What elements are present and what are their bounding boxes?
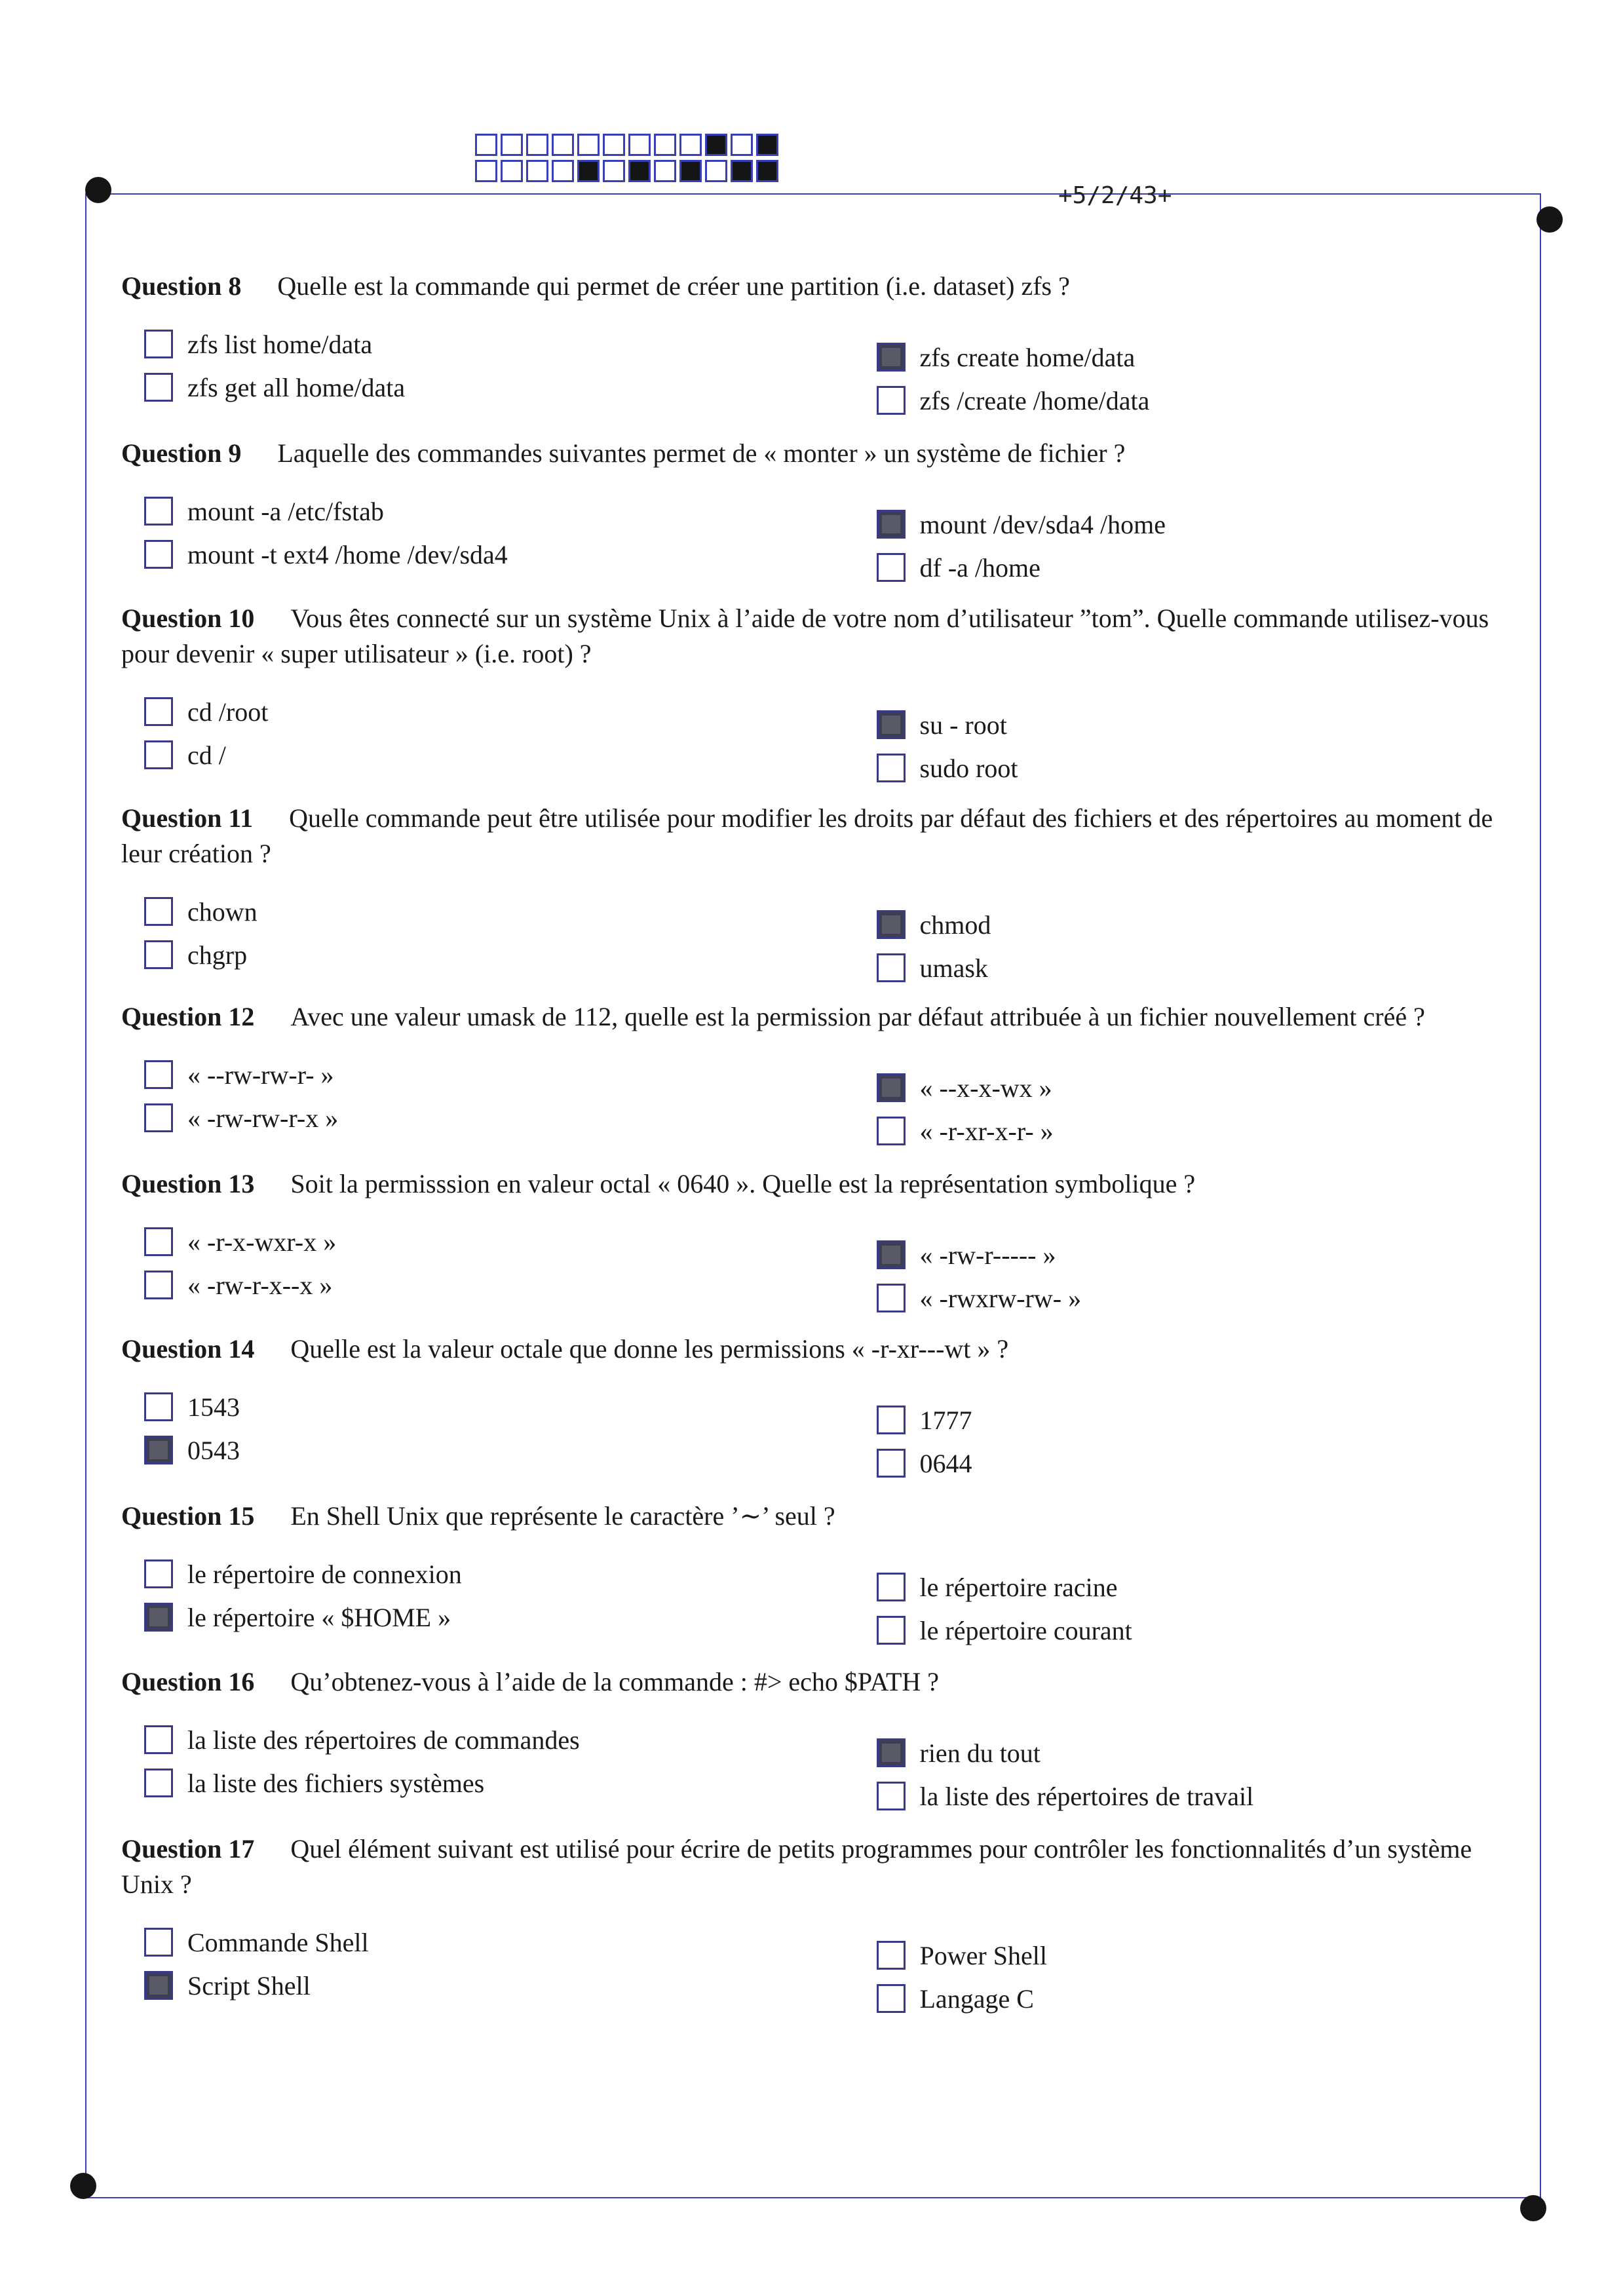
code-box [756, 134, 778, 156]
answer-label: mount /dev/sda4 /home [919, 509, 1166, 539]
answer-label: chmod [919, 909, 991, 940]
answer-label: « --x-x-wx » [919, 1073, 1052, 1103]
answer-checkbox[interactable] [877, 1073, 906, 1102]
answer-column-left [121, 1718, 792, 1818]
question-block [121, 1831, 1523, 2020]
answer-column-right [792, 690, 1524, 790]
answer-column-left [121, 1220, 792, 1320]
answer-label: rien du tout [919, 1738, 1041, 1768]
code-box [603, 134, 625, 156]
answer-option[interactable] [144, 1385, 792, 1428]
question-block [121, 436, 1523, 589]
answer-label: umask [919, 953, 988, 983]
question-block [121, 601, 1523, 790]
code-box [705, 134, 727, 156]
answer-label: cd / [187, 740, 226, 770]
answer-option[interactable] [877, 1731, 1524, 1774]
question-number: Question 9 [121, 438, 242, 468]
answer-checkbox[interactable] [144, 897, 173, 926]
code-box [654, 134, 676, 156]
answer-label: la liste des répertoires de travail [919, 1781, 1254, 1811]
answer-option[interactable] [877, 1609, 1524, 1652]
answer-column-right [792, 1552, 1524, 1652]
question-block [121, 269, 1523, 422]
answer-column-right [792, 1718, 1524, 1818]
answer-option[interactable] [144, 1096, 792, 1139]
answer-label: 1543 [187, 1392, 240, 1422]
question-number: Question 16 [121, 1667, 255, 1696]
answer-option[interactable] [144, 322, 792, 366]
answer-option[interactable] [877, 503, 1524, 546]
answer-option[interactable] [144, 1552, 792, 1596]
answer-option[interactable] [877, 703, 1524, 746]
answer-checkbox[interactable] [877, 754, 906, 782]
answer-checkbox[interactable] [144, 540, 173, 569]
answer-label: Commande Shell [187, 1927, 369, 1957]
code-box [679, 160, 702, 182]
answer-option[interactable] [877, 1398, 1524, 1442]
answer-label: le répertoire « $HOME » [187, 1602, 451, 1632]
answer-label: la liste des répertoires de commandes [187, 1725, 580, 1755]
answer-checkbox[interactable] [877, 1117, 906, 1145]
answer-label: Power Shell [919, 1940, 1047, 1970]
code-box [577, 134, 600, 156]
answer-label: le répertoire de connexion [187, 1559, 462, 1589]
answer-option[interactable] [144, 1428, 792, 1472]
corner-marker-top-right [1537, 206, 1563, 233]
answer-option[interactable] [144, 1263, 792, 1307]
code-box [526, 134, 548, 156]
question-prompt: Laquelle des commandes suivantes permet de « monter » un système de fichier ? [277, 438, 1126, 468]
answer-checkbox[interactable] [877, 1941, 906, 1970]
answer-option[interactable] [144, 533, 792, 576]
answer-checkbox[interactable] [144, 1392, 173, 1421]
answer-label: df -a /home [919, 552, 1041, 583]
answer-option[interactable] [144, 1921, 792, 1964]
question-prompt: En Shell Unix que représente le caractère ’∼’ seul ? [290, 1501, 835, 1531]
answer-option[interactable] [877, 335, 1524, 379]
question-prompt: Quelle est la commande qui permet de créer une partition (i.e. dataset) zfs ? [277, 271, 1070, 301]
answer-column-left [121, 1385, 792, 1485]
answer-option[interactable] [877, 379, 1524, 422]
answer-checkbox[interactable] [877, 1449, 906, 1478]
answer-option[interactable] [877, 946, 1524, 989]
answer-checkbox[interactable] [877, 1782, 906, 1810]
question-text [121, 1831, 1523, 1902]
question-text [121, 436, 1523, 471]
answer-checkbox[interactable] [144, 940, 173, 969]
question-text [121, 601, 1523, 672]
answer-checkbox[interactable] [144, 1928, 173, 1957]
answer-label: zfs create home/data [919, 342, 1136, 372]
answer-label: « -rw-r-x--x » [187, 1270, 333, 1300]
answer-checkbox[interactable] [877, 710, 906, 739]
code-box [552, 134, 574, 156]
question-text [121, 1166, 1523, 1202]
answer-label: chgrp [187, 940, 248, 970]
question-number: Question 14 [121, 1334, 255, 1364]
answer-checkbox[interactable] [877, 910, 906, 939]
answer-label: 1777 [919, 1405, 972, 1435]
answer-option[interactable] [877, 1066, 1524, 1109]
code-box [603, 160, 625, 182]
answer-option[interactable] [144, 489, 792, 533]
answer-checkbox[interactable] [144, 1060, 173, 1089]
question-block [121, 1331, 1523, 1485]
answer-option[interactable] [877, 903, 1524, 946]
answer-option[interactable] [144, 1053, 792, 1096]
answer-label: Langage C [919, 1983, 1034, 2014]
answer-checkbox[interactable] [877, 953, 906, 982]
answer-checkbox[interactable] [877, 386, 906, 415]
answer-option[interactable] [144, 933, 792, 976]
answer-option[interactable] [144, 733, 792, 776]
answer-checkbox[interactable] [144, 497, 173, 526]
answer-checkbox[interactable] [144, 740, 173, 769]
question-number: Question 11 [121, 803, 254, 833]
answer-checkbox[interactable] [144, 1971, 173, 2000]
question-prompt: Qu’obtenez-vous à l’aide de la commande : #> echo $PATH ? [290, 1667, 940, 1696]
question-block [121, 1499, 1523, 1652]
code-box [501, 134, 523, 156]
answer-checkbox[interactable] [877, 1984, 906, 2013]
answer-checkbox[interactable] [144, 1271, 173, 1299]
answer-column-right [792, 322, 1524, 422]
question-text [121, 1499, 1523, 1534]
answer-option[interactable] [877, 1276, 1524, 1320]
answer-label: zfs get all home/data [187, 372, 406, 402]
code-row [475, 160, 782, 182]
answer-checkbox[interactable] [144, 330, 173, 358]
answer-label: « -r-x-wxr-x » [187, 1227, 337, 1257]
question-block [121, 1664, 1523, 1818]
answer-column-right [792, 489, 1524, 589]
code-box [501, 160, 523, 182]
code-box [705, 160, 727, 182]
question-text [121, 999, 1523, 1035]
answer-label: mount -a /etc/fstab [187, 496, 384, 526]
question-prompt: Quel élément suivant est utilisé pour écrire de petits programmes pour contrôler les fonctionnalités d’un système Unix ? [121, 1834, 1472, 1899]
answer-checkbox[interactable] [877, 1406, 906, 1434]
answer-option[interactable] [877, 1565, 1524, 1609]
answer-option[interactable] [144, 1964, 792, 2007]
answer-label: 0644 [919, 1448, 972, 1478]
answer-option[interactable] [144, 1596, 792, 1639]
code-box [731, 134, 753, 156]
answer-label: le répertoire racine [919, 1572, 1118, 1602]
answer-label: chown [187, 896, 258, 927]
answer-column-right [792, 1921, 1524, 2020]
answer-option[interactable] [144, 1220, 792, 1263]
question-prompt: Soit la permisssion en valeur octal « 0640 ». Quelle est la représentation symbolique ? [290, 1169, 1196, 1198]
question-prompt: Quelle commande peut être utilisée pour modifier les droits par défaut des fichiers et des répertoires au moment de leur création ? [121, 803, 1493, 868]
question-number: Question 17 [121, 1834, 255, 1864]
corner-marker-top-left [85, 177, 111, 203]
answer-option[interactable] [144, 1761, 792, 1805]
answer-option[interactable] [877, 1233, 1524, 1276]
answer-label: sudo root [919, 753, 1018, 783]
code-box [679, 134, 702, 156]
answer-option[interactable] [877, 1442, 1524, 1485]
question-block [121, 1166, 1523, 1320]
question-number: Question 13 [121, 1169, 255, 1198]
corner-marker-bottom-left [70, 2173, 96, 2199]
code-box [577, 160, 600, 182]
question-number: Question 12 [121, 1002, 255, 1031]
answer-column-left [121, 322, 792, 422]
answer-column-left [121, 690, 792, 790]
answer-label: Script Shell [187, 1970, 311, 2000]
answer-label: « -rw-rw-r-x » [187, 1103, 339, 1133]
answer-label: « -rwxrw-rw- » [919, 1283, 1082, 1313]
answer-label: la liste des fichiers systèmes [187, 1768, 485, 1798]
question-number: Question 8 [121, 271, 242, 301]
answer-column-left [121, 1053, 792, 1153]
answer-option[interactable] [877, 1774, 1524, 1818]
question-number: Question 15 [121, 1501, 255, 1531]
answer-checkbox[interactable] [877, 510, 906, 539]
corner-marker-bottom-right [1520, 2195, 1546, 2221]
answer-option[interactable] [144, 1718, 792, 1761]
question-prompt: Vous êtes connecté sur un système Unix à l’aide de votre nom d’utilisateur ”tom”. Quelle commande utilisez-vous pour devenir « super utilisateur » (i.e. root) ? [121, 603, 1489, 668]
answer-label: le répertoire courant [919, 1615, 1132, 1645]
answer-label: « -rw-r----- » [919, 1240, 1056, 1270]
answer-option[interactable] [877, 746, 1524, 790]
answer-label: 0543 [187, 1435, 240, 1465]
question-prompt: Avec une valeur umask de 112, quelle est la permission par défaut attribuée à un fichier nouvellement créé ? [290, 1002, 1425, 1031]
answer-checkbox[interactable] [144, 1103, 173, 1132]
answer-checkbox[interactable] [877, 553, 906, 582]
question-number: Question 10 [121, 603, 255, 633]
code-row [475, 134, 782, 156]
code-box [654, 160, 676, 182]
code-box [731, 160, 753, 182]
question-text [121, 269, 1523, 304]
answer-column-left [121, 489, 792, 589]
answer-label: zfs list home/data [187, 329, 373, 359]
answer-column-left [121, 890, 792, 989]
answer-checkbox[interactable] [144, 1725, 173, 1754]
answer-option[interactable] [877, 1109, 1524, 1153]
question-text [121, 1664, 1523, 1700]
answer-column-right [792, 1053, 1524, 1153]
answer-option[interactable] [144, 366, 792, 409]
answer-checkbox[interactable] [877, 1616, 906, 1645]
answer-option[interactable] [877, 1977, 1524, 2020]
answer-option[interactable] [877, 546, 1524, 589]
student-id-code-boxes [475, 134, 782, 186]
answer-column-right [792, 1385, 1524, 1485]
answer-option[interactable] [877, 1934, 1524, 1977]
code-box [526, 160, 548, 182]
answer-checkbox[interactable] [144, 1227, 173, 1256]
answer-checkbox[interactable] [144, 697, 173, 726]
code-box [628, 160, 651, 182]
answer-checkbox[interactable] [877, 343, 906, 372]
question-text [121, 1331, 1523, 1367]
answer-label: su - root [919, 710, 1007, 740]
answer-option[interactable] [144, 690, 792, 733]
answer-checkbox[interactable] [877, 1284, 906, 1312]
answer-label: mount -t ext4 /home /dev/sda4 [187, 539, 508, 569]
question-block [121, 999, 1523, 1153]
question-prompt: Quelle est la valeur octale que donne les permissions « -r-xr---wt » ? [290, 1334, 1009, 1364]
answer-column-left [121, 1921, 792, 2020]
answer-checkbox[interactable] [144, 1603, 173, 1632]
answer-checkbox[interactable] [144, 1559, 173, 1588]
code-box [756, 160, 778, 182]
answer-checkbox[interactable] [877, 1240, 906, 1269]
answer-checkbox[interactable] [144, 373, 173, 402]
answer-checkbox[interactable] [144, 1436, 173, 1464]
question-block [121, 801, 1523, 989]
code-box [475, 160, 497, 182]
answer-checkbox[interactable] [144, 1769, 173, 1797]
answer-column-right [792, 1220, 1524, 1320]
answer-checkbox[interactable] [877, 1738, 906, 1767]
answer-label: cd /root [187, 697, 269, 727]
answer-checkbox[interactable] [877, 1573, 906, 1601]
page-id: +5/2/43+ [1058, 182, 1172, 209]
answer-label: « --rw-rw-r- » [187, 1060, 334, 1090]
answer-column-right [792, 890, 1524, 989]
code-box [475, 134, 497, 156]
code-box [552, 160, 574, 182]
answer-label: « -r-xr-x-r- » [919, 1116, 1054, 1146]
answer-label: zfs /create /home/data [919, 385, 1150, 415]
answer-column-left [121, 1552, 792, 1652]
answer-option[interactable] [144, 890, 792, 933]
code-box [628, 134, 651, 156]
question-text [121, 801, 1523, 871]
